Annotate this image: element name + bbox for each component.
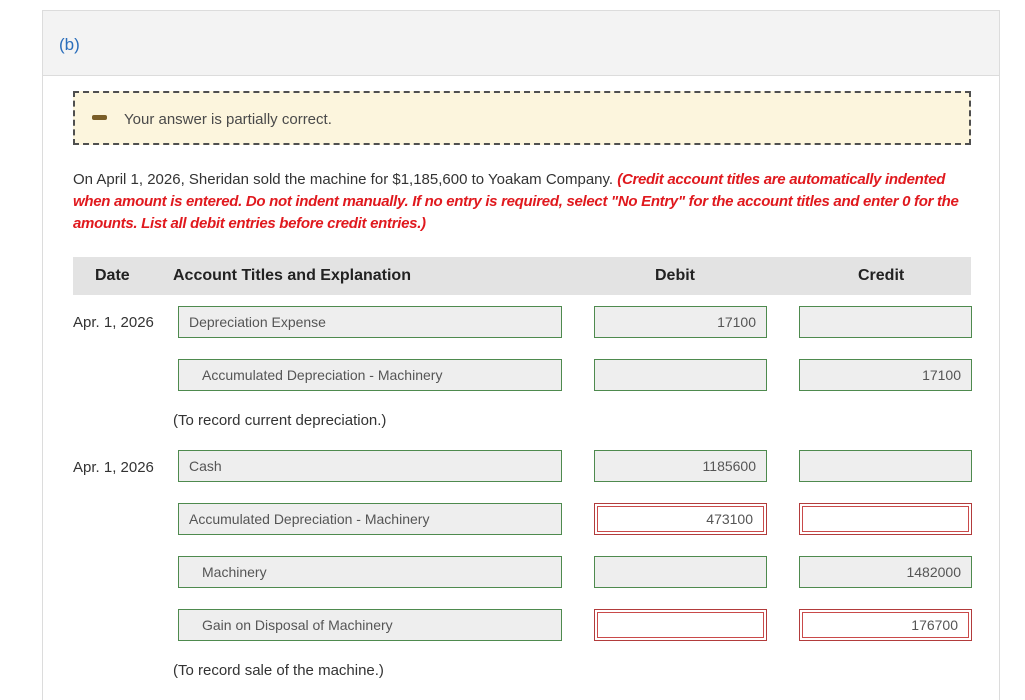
entry-date: Apr. 1, 2026: [73, 314, 154, 331]
part-label: (b): [59, 35, 80, 54]
partial-correct-icon: [92, 115, 107, 120]
credit-input-incorrect[interactable]: 176700: [799, 609, 972, 641]
account-title-input[interactable]: Depreciation Expense: [178, 306, 562, 338]
account-title-input[interactable]: Accumulated Depreciation - Machinery: [178, 503, 562, 535]
header-date: Date: [95, 267, 130, 284]
account-title-input[interactable]: Machinery: [178, 556, 562, 588]
entry-explanation: (To record current depreciation.): [173, 412, 387, 429]
feedback-text: Your answer is partially correct.: [124, 111, 332, 128]
debit-input-incorrect[interactable]: 473100: [594, 503, 767, 535]
credit-input[interactable]: [799, 306, 972, 338]
header-debit: Debit: [655, 267, 695, 284]
header-account: Account Titles and Explanation: [173, 267, 411, 284]
credit-input[interactable]: 1482000: [799, 556, 972, 588]
question-instructions: (Credit account titles are automatically indented when amount is entered. Do not indent manually. If no entry is required, select "No Entry" for the account titles and enter 0 for the amounts. List all debit entries before credit entries.): [73, 171, 959, 232]
header-credit: Credit: [858, 267, 905, 284]
entry-date: Apr. 1, 2026: [73, 459, 154, 476]
question-panel: [42, 10, 1000, 700]
account-title-input[interactable]: Accumulated Depreciation - Machinery: [178, 359, 562, 391]
feedback-banner: [73, 91, 971, 145]
question-prompt: On April 1, 2026, Sheridan sold the machine for $1,185,600 to Yoakam Company.: [73, 171, 614, 188]
journal-table-header: [73, 257, 971, 295]
credit-input[interactable]: [799, 450, 972, 482]
question-text: [73, 169, 983, 235]
credit-input-incorrect[interactable]: [799, 503, 972, 535]
part-header: [43, 11, 999, 76]
account-title-input[interactable]: Cash: [178, 450, 562, 482]
debit-input[interactable]: [594, 556, 767, 588]
debit-input[interactable]: 17100: [594, 306, 767, 338]
credit-input[interactable]: 17100: [799, 359, 972, 391]
account-title-input[interactable]: Gain on Disposal of Machinery: [178, 609, 562, 641]
debit-input-incorrect[interactable]: [594, 609, 767, 641]
entry-explanation: (To record sale of the machine.): [173, 662, 384, 679]
debit-input[interactable]: [594, 359, 767, 391]
debit-input[interactable]: 1185600: [594, 450, 767, 482]
